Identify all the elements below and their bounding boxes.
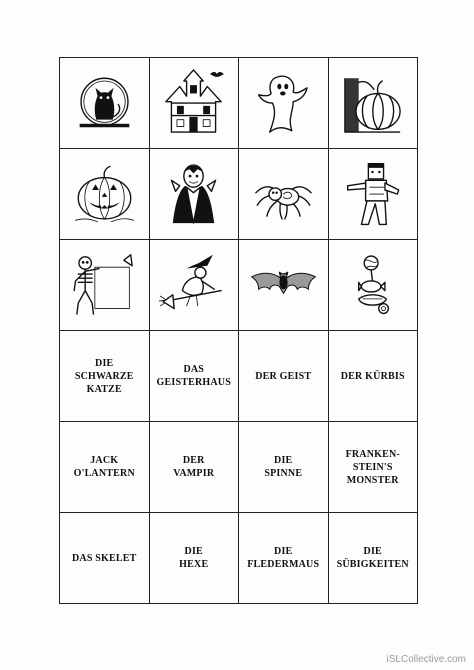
word-card-jack-o-lantern [60,422,150,513]
image-card-haunted-house [150,58,240,149]
word-card-label: DER GEIST [255,370,312,382]
word-card-label: DIE SÜBIGKEITEN [336,546,409,570]
word-card-label: DIE FLEDERMAUS [247,546,320,570]
word-card-skeleton [60,513,150,604]
spider-icon [249,159,318,229]
image-card-jack-o-lantern [60,149,150,240]
bat-icon [249,250,318,320]
word-card-label: DER KÜRBIS [340,370,405,382]
image-card-ghost [239,58,329,149]
witch-icon [159,250,228,320]
image-card-witch [150,240,240,331]
image-card-skeleton [60,240,150,331]
word-card-sweets [329,513,419,604]
word-card-label: DIE SCHWARZE KATZE [74,357,134,395]
image-card-sweets [329,240,419,331]
pumpkin-icon [338,68,407,138]
image-card-pumpkin [329,58,419,149]
word-card-witch [150,513,240,604]
word-card-label: FRANKEN- STEIN'S MONSTER [345,448,400,486]
word-card-haunted-house [150,331,240,422]
word-card-label: DAS GEISTERHAUS [156,364,231,388]
watermark: iSLCollective.com [386,654,466,665]
word-card-ghost [239,331,329,422]
jack-o-lantern-icon [70,159,139,229]
word-card-label: DAS SKELET [71,552,137,564]
word-card-label: JACK O'LANTERN [73,455,135,479]
word-card-vampire [150,422,240,513]
image-card-vampire [150,149,240,240]
word-card-black-cat [60,331,150,422]
memory-card-grid [59,57,418,604]
word-card-frankenstein [329,422,419,513]
image-card-spider [239,149,329,240]
black-cat-moon-icon [70,68,139,138]
frankenstein-monster-icon [338,159,407,229]
vampire-icon [159,159,228,229]
haunted-house-icon [159,68,228,138]
word-card-label: DIE HEXE [179,546,209,570]
ghost-icon [249,68,318,138]
word-card-label: DIE SPINNE [264,455,303,479]
sweets-icon [338,250,407,320]
word-card-label: DER VAMPIR [173,455,215,479]
skeleton-icon [70,250,139,320]
image-card-bat [239,240,329,331]
word-card-pumpkin [329,331,419,422]
word-card-bat [239,513,329,604]
image-card-frankenstein [329,149,419,240]
word-card-spider [239,422,329,513]
image-card-black-cat [60,58,150,149]
